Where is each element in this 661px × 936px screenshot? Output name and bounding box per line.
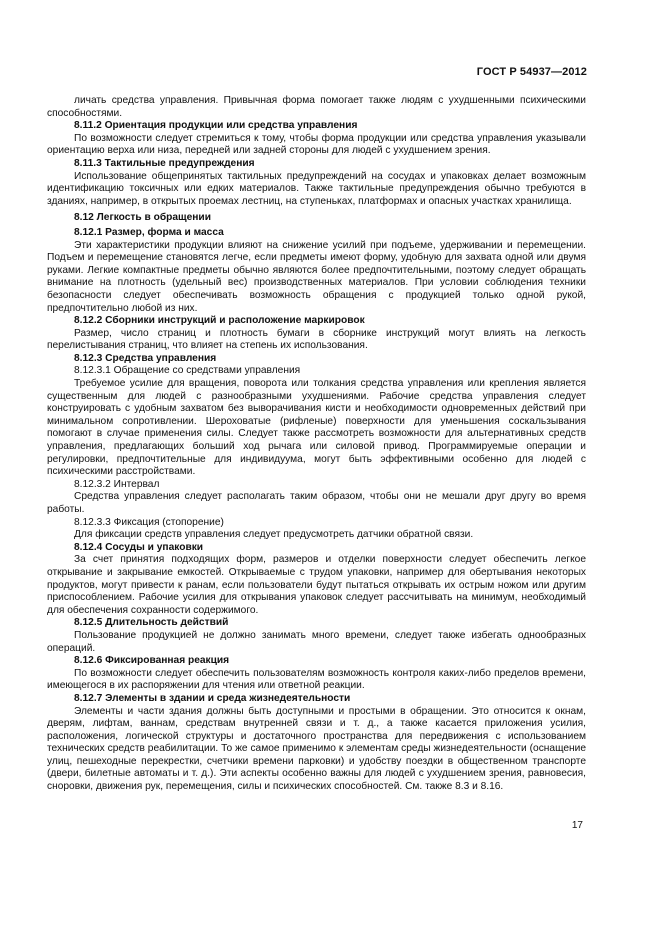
page-number: 17: [571, 820, 583, 831]
subsection-heading: 8.12.4 Сосуды и упаковки: [74, 541, 204, 553]
subsection-heading: 8.12.2 Сборники инструкций и расположение маркировок: [74, 315, 365, 327]
paragraph: Требуемое усилие для вращения, поворота или толкания средства управления или крепления является существенным для людей с разнообразными ухудшениями. Рабочие средства управления следует конструировать с удобным захватом без выворачивания кисти и необходимости одновременных действий при минимальном сопротивлении. Шероховатые (рифленые) поверхности для уменьшения соскальзывания помогают в случае применения силы. Следует также рассмотреть возможности для альтернативных средств управления, предлагающих больший ход рычага или силовой привод. Программируемые операции и регулировки, предпочтительные для индивидуума, могут быть эффективными особенно для людей с психическими расстройствами.: [47, 378, 586, 478]
paragraph: По возможности следует стремиться к тому, чтобы форма продукции или средства управления указывали ориентацию верха или низа, передней или задней стороны для людей с ухудшением зрения.: [47, 132, 586, 157]
document-header: ГОСТ Р 54937—2012: [476, 66, 587, 78]
paragraph: Элементы и части здания должны быть доступными и простыми в обращении. Это относится к окнам, дверям, лифтам, ваннам, средствам внутренней связи и т. д., а также касается приложения усилия, расположения, логической структуры и достаточного пространства для передвижения с использованием технических средств реабилитации. То же самое применимо к элементам среды жизнедеятельности (оснащение улиц, пешеходные перекрестки, счетчики времени парковки) и удобству поездки в общественном транспорте (двери, билетные автоматы и т. д.). Эти аспекты особенно важны для людей с ухудшением зрения, равновесия, сноровки, движения рук, перемещения, силы и психических способностей. См. также 8.3 и 8.16.: [47, 705, 586, 793]
paragraph: Эти характеристики продукции влияют на снижение усилий при подъеме, удерживании и перемещении. Подъем и перемещение становятся легче, если предметы имеют форму, удобную для захвата одной или двумя руками. Легкие компактные предметы обычно являются более предпочтительными, поэтому следует обращать внимание на плотность (удельный вес) производственных материалов. При условии соблюдения техники безопасности следует обеспечивать возможность обращения с продукцией только одной рукой, предпочтительно любой из них.: [47, 239, 586, 314]
subsection-heading: 8.12.6 Фиксированная реакция: [74, 655, 230, 667]
subsection-heading: 8.11.2 Ориентация продукции или средства управления: [74, 120, 358, 132]
clause-heading: 8.12.3.2 Интервал: [74, 478, 160, 490]
paragraph: Для фиксации средств управления следует предусмотреть датчики обратной связи.: [74, 529, 474, 541]
document-body: [47, 95, 586, 794]
paragraph: Средства управления следует располагать таким образом, чтобы они не мешали друг другу во время работы.: [47, 491, 586, 515]
paragraph: личать средства управления. Привычная форма помогает также людям с ухудшенными психическими способностями.: [47, 95, 586, 119]
subsection-heading: 8.12.1 Размер, форма и масса: [74, 226, 224, 238]
section-heading: 8.12 Легкость в обращении: [74, 212, 211, 224]
paragraph: По возможности следует обеспечить пользователям возможность контроля каких-либо пределов времени, имеющегося в их распоряжении для чтения или ответной реакции.: [47, 667, 586, 692]
paragraph: Использование общепринятых тактильных предупреждений на сосудах и упаковках делает возможным идентификацию токсичных или едких материалов. Также тактильные предупреждения обычно требуются в зданиях, например, в открытых проемах лестниц, на ступеньках, платформах и опасных участках хранилища.: [47, 170, 586, 207]
paragraph: Размер, число страниц и плотность бумаги в сборнике инструкций могут влиять на легкость перелистывания страниц, что влияет на степень их использования.: [47, 327, 586, 352]
subsection-heading: 8.12.5 Длительность действий: [74, 617, 229, 629]
clause-heading: 8.12.3.3 Фиксация (стопорение): [74, 516, 224, 528]
clause-heading: 8.12.3.1 Обращение со средствами управления: [74, 365, 301, 377]
subsection-heading: 8.11.3 Тактильные предупреждения: [74, 157, 255, 169]
subsection-heading: 8.12.3 Средства управления: [74, 352, 217, 364]
subsection-heading: 8.12.7 Элементы в здании и среда жизнедеятельности: [74, 692, 351, 704]
paragraph: Пользование продукцией не должно занимать много времени, следует также избегать однообразных операций.: [47, 629, 586, 654]
paragraph: За счет принятия подходящих форм, размеров и отделки поверхности следует обеспечить легкое открывание и закрывание емкостей. Открываемые с трудом упаковки, например для обертывания некоторых продуктов, могут привести к ранам, если пользователи будут пытаться открывать их острым ножом или другим приспособлением. Рабочие усилия для открывания упаковок следует рассчитывать на минимум, необходимый для обеспечения сохранности содержимого.: [47, 554, 586, 616]
